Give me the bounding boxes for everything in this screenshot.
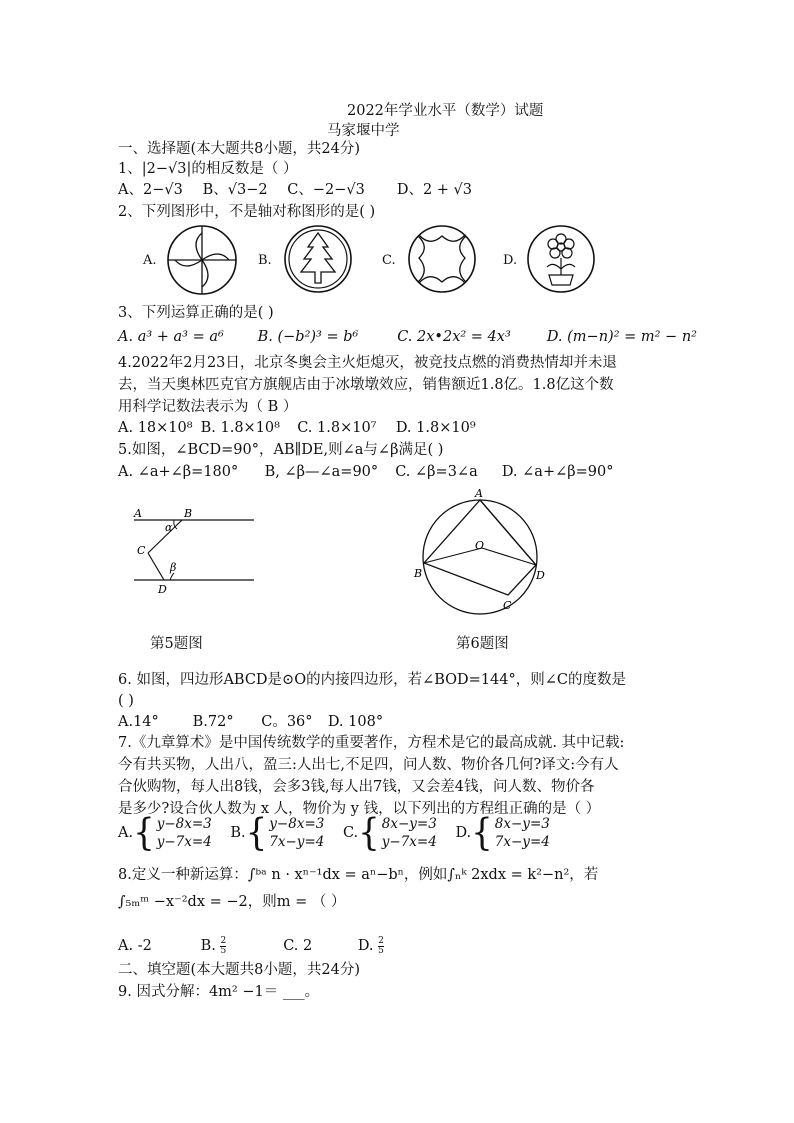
q8-option-a: A. -2 — [118, 938, 152, 954]
fig5-label-c: C — [137, 544, 146, 557]
q8-option-d — [358, 936, 384, 956]
question-9-stem: 9. 因式分解：4m² −1＝ ___。 — [118, 984, 320, 1000]
exam-title: 2022年学业水平（数学）试题 — [347, 103, 544, 119]
fig5-label-a: A — [134, 507, 142, 520]
question-5-options — [118, 462, 613, 482]
q8-d-num: 2 — [378, 935, 384, 946]
q2-option-a-figure — [143, 225, 243, 295]
school-name: 马家堰中学 — [327, 123, 400, 139]
q7-b-eq2: 7x−y=4 — [269, 834, 325, 850]
question-7-line-4: 是多少?设合伙人数为 x 人，物价为 y 钱，以下列出的方程组正确的是（ ） — [118, 801, 601, 817]
tree-icon — [282, 223, 354, 295]
q3-option-b: B. (−b²)³ = b⁶ — [257, 329, 359, 345]
question-4-line-2: 去，当天奥林匹克官方旗舰店由于冰墩墩效应，销售额近1.8亿。1.8亿这个数 — [118, 377, 614, 393]
q1-option-d: D、2 + √3 — [396, 182, 473, 198]
circle-arcs-icon — [406, 223, 478, 295]
q8-b-num: 2 — [220, 935, 227, 946]
q6-option-d: D. 108° — [327, 714, 384, 730]
q7-b-eq1: y−8x=3 — [269, 816, 325, 832]
question-7-line-3: 合伙购物，每人出8钱，会多3钱,每人出7钱，又会差4钱，问人数、物价各 — [118, 779, 595, 795]
question-2-stem: 2、下列图形中，不是轴对称图形的是( ) — [118, 204, 376, 220]
q2-option-b-figure — [258, 225, 358, 295]
q7-c-eq2: y−7x=4 — [381, 834, 437, 850]
q1-option-a: A、2−√3 — [118, 182, 183, 198]
q8-option-d-fraction — [378, 937, 384, 956]
brace-icon: { — [358, 811, 380, 855]
question-4-line-1: 4.2022年2月23日，北京冬奥会主火炬熄灭，被竞技点燃的消费热情却并未退 — [118, 355, 617, 371]
q2-label-c: C. — [382, 253, 396, 268]
q8-b-den: 5 — [220, 945, 227, 956]
q8-option-d-label: D. — [357, 938, 374, 954]
q4-option-c: C. 1.8×10⁷ — [297, 420, 377, 436]
q8-option-c: C. 2 — [283, 938, 313, 954]
fig6-label-d: D — [536, 569, 545, 582]
fig5-label-b: B — [184, 507, 193, 520]
q7-a-eq1: y−8x=3 — [156, 816, 212, 832]
fig6-label-c: C — [503, 599, 512, 612]
question-8-line-2: ∫₅ₘᵐ −x⁻²dx = −2，则m = （ ） — [118, 894, 346, 910]
question-8-options — [118, 936, 384, 956]
q7-option-a — [118, 811, 212, 855]
question-1-stem: 1、|2−√3|的相反数是（ ） — [118, 161, 298, 177]
fig5-label-d: D — [158, 583, 167, 596]
q5-option-c: C. ∠β=3∠a — [395, 464, 478, 480]
q8-option-b — [201, 936, 279, 956]
q7-a-eq2: y−7x=4 — [156, 834, 212, 850]
q1-option-c: C、−2−√3 — [287, 182, 365, 198]
q4-option-a: A. 18×10⁸ — [118, 420, 193, 436]
question-5-stem: 5.如图，∠BCD=90°，AB∥DE,则∠a与∠β满足( ) — [118, 442, 444, 458]
q5-option-b: B, ∠β—∠a=90° — [264, 464, 379, 480]
q2-option-c-figure — [382, 225, 492, 295]
q7-option-c-label: C. — [342, 825, 359, 841]
q5-option-d: D. ∠a+∠β=90° — [501, 464, 614, 480]
q7-d-eq1: 8x−y=3 — [494, 816, 550, 832]
figure-6-diagram — [410, 485, 550, 615]
q7-option-b-label: B. — [230, 825, 246, 841]
fig6-label-o: O — [475, 539, 485, 552]
fig5-label-beta: β — [170, 561, 177, 574]
q2-label-a: A. — [143, 253, 157, 268]
q6-option-c: C。36° — [261, 714, 313, 730]
figure-5-caption: 第5题图 — [150, 636, 203, 652]
question-7-line-2: 今有共买物，人出八，盈三:人出七,不足四，问人数、物价各几何?译文:今有人 — [118, 757, 619, 773]
q7-option-c — [342, 811, 437, 855]
question-8-line-1: 8.定义一种新运算：∫ᵇᵃ n · xⁿ⁻¹dx = aⁿ−bⁿ，例如∫ₙᵏ 2xdx = k²−n²，若 — [118, 867, 599, 883]
fig5-label-alpha: α — [165, 521, 173, 534]
fig6-label-b: B — [414, 567, 423, 580]
figure-5-diagram — [128, 505, 268, 605]
q5-option-a: A. ∠a+∠β=180° — [118, 464, 239, 480]
q2-option-d-figure — [503, 225, 613, 295]
brace-icon: { — [245, 811, 268, 855]
section-heading-fill: 二、填空题(本大题共8小题，共24分) — [118, 962, 360, 978]
question-3-stem: 3、下列运算正确的是( ) — [118, 305, 274, 321]
flower-icon — [525, 223, 597, 295]
q8-d-den: 5 — [378, 945, 384, 956]
question-7-options — [118, 811, 564, 855]
question-6-options — [118, 712, 383, 732]
q2-label-d: D. — [503, 253, 518, 268]
question-6-stem: 6. 如图，四边形ABCD是⊙O的内接四边形，若∠BOD=144°，则∠C的度数是 — [118, 672, 627, 688]
question-4-options — [118, 418, 476, 438]
figure-6-caption: 第6题图 — [456, 636, 509, 652]
q7-option-d — [455, 811, 550, 855]
q6-option-b: B.72° — [192, 714, 234, 730]
q1-option-b: B、√3−2 — [202, 182, 268, 198]
q8-option-b-fraction — [220, 937, 226, 956]
pinwheel-icon — [165, 223, 239, 297]
q3-option-a: A. a³ + a³ = a⁶ — [118, 329, 224, 345]
q3-option-c: C. 2x•2x² = 4x³ — [397, 329, 511, 345]
question-1-options — [118, 180, 472, 200]
q4-option-b: B. 1.8×10⁸ — [200, 420, 280, 436]
q6-option-a: A.14° — [118, 714, 159, 730]
q7-option-a-label: A. — [118, 825, 134, 841]
question-3-options — [118, 327, 697, 347]
q3-option-d: D. (m−n)² = m² − n² — [546, 329, 697, 345]
section-heading-choice: 一、选择题(本大题共8小题，共24分) — [118, 141, 360, 157]
q7-option-b — [230, 811, 325, 855]
brace-icon: { — [471, 811, 493, 855]
brace-icon: { — [133, 811, 155, 855]
q8-option-b-label: B. — [200, 938, 216, 954]
q7-option-d-label: D. — [455, 825, 472, 841]
q7-d-eq2: 7x−y=4 — [494, 834, 550, 850]
q2-label-b: B. — [258, 253, 272, 268]
q4-option-d: D. 1.8×10⁹ — [395, 420, 476, 436]
question-6-paren: ( ) — [118, 693, 134, 709]
q7-c-eq1: 8x−y=3 — [381, 816, 437, 832]
question-4-line-3: 用科学记数法表示为（ B ） — [118, 399, 298, 415]
question-7-line-1: 7.《九章算术》是中国传统数学的重要著作，方程术是它的最高成就. 其中记载: — [118, 735, 625, 751]
fig6-label-a: A — [475, 487, 483, 500]
